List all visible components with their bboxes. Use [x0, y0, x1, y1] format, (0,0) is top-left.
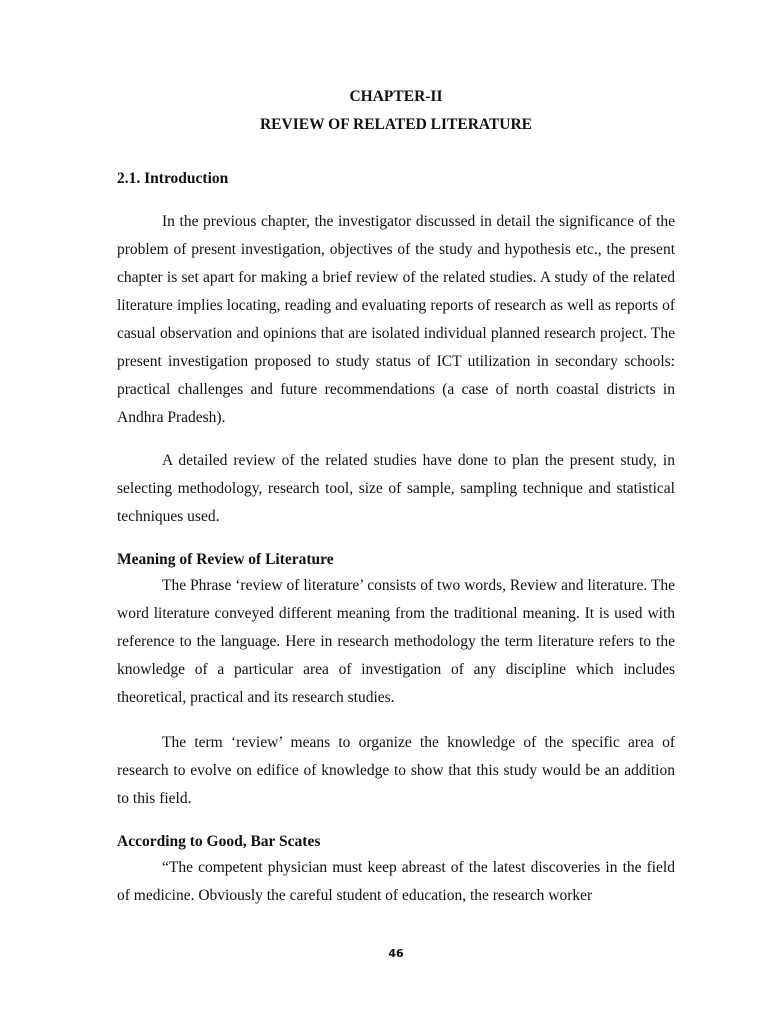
- section-heading-good: According to Good, Bar Scates: [117, 833, 321, 850]
- paragraph-introduction-1: In the previous chapter, the investigator discussed in detail the significance of the problem of present investigation, objectives of the study and hypothesis etc., the present chapter is set apart for making a brief review of the related studies. A study of the related literature implies locating, reading and evaluating reports of research as well as reports of casual observation and opinions that are isolated individual planned research project. The present investigation proposed to study status of ICT utilization in secondary schools: practical challenges and future recommendations (a case of north coastal districts in Andhra Pradesh).: [117, 213, 675, 426]
- paragraph-introduction-2: A detailed review of the related studies have done to plan the present study, in selecting methodology, research tool, size of sample, sampling technique and statistical techniques used.: [117, 452, 675, 525]
- chapter-title: REVIEW OF RELATED LITERATURE: [259, 116, 533, 133]
- section-heading-meaning: Meaning of Review of Literature: [117, 551, 334, 568]
- page-number: 46: [388, 947, 404, 960]
- chapter-label: CHAPTER-II: [349, 88, 443, 105]
- paragraph-good-1: “The competent physician must keep abreast of the latest discoveries in the field of medicine. Obviously the careful student of education, the research worker: [117, 859, 675, 904]
- paragraph-meaning-1: The Phrase ‘review of literature’ consists of two words, Review and literature. The word literature conveyed different meaning from the traditional meaning. It is used with reference to the language. Here in research methodology the term literature refers to the knowledge of a particular area of investigation of any discipline which includes theoretical, practical and its research studies.: [117, 577, 675, 706]
- paragraph-meaning-2: The term ‘review’ means to organize the knowledge of the specific area of research to evolve on edifice of knowledge to show that this study would be an addition to this field.: [117, 734, 675, 807]
- section-heading-introduction: 2.1. Introduction: [117, 170, 229, 187]
